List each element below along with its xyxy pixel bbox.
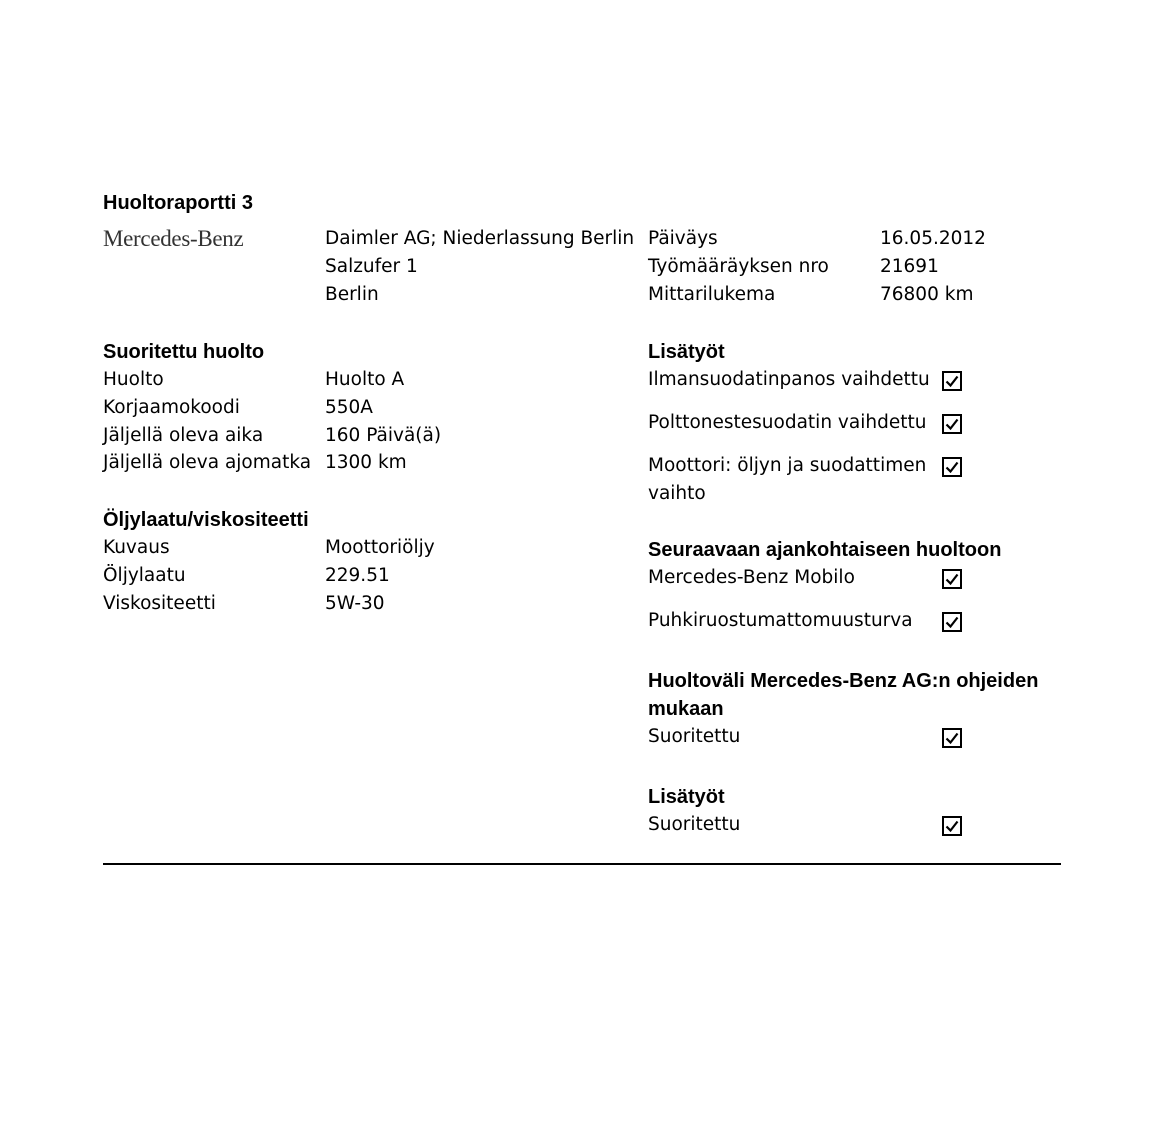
checkmark-icon: [945, 460, 959, 474]
checkbox-checked[interactable]: [942, 457, 962, 477]
additional-work-item-label: Moottori: öljyn ja suodattimen: [648, 455, 927, 476]
checkbox-checked[interactable]: [942, 414, 962, 434]
service-row-value: Huolto A: [325, 369, 405, 390]
next-service-heading: Seuraavaan ajankohtaiseen huoltoon: [648, 539, 1002, 561]
next-service-item-label: Mercedes-Benz Mobilo: [648, 567, 855, 588]
service-heading: Suoritettu huolto: [103, 341, 265, 363]
additional-work-item-label: Polttonestesuodatin vaihdettu: [648, 412, 927, 433]
service-row-value: 1300 km: [325, 452, 407, 473]
checkmark-icon: [945, 417, 959, 431]
dealer-name: Daimler AG; Niederlassung Berlin: [325, 228, 635, 249]
extra-work-heading: Lisätyöt: [648, 786, 725, 808]
service-row-value: 550A: [325, 397, 373, 418]
date-value: 16.05.2012: [880, 228, 986, 249]
oil-row-label: Kuvaus: [103, 537, 170, 558]
checkmark-icon: [945, 819, 959, 833]
dealer-city: Berlin: [325, 284, 379, 305]
oil-row-label: Öljylaatu: [103, 565, 186, 586]
interval-item-label: Suoritettu: [648, 726, 741, 747]
oil-row-label: Viskositeetti: [103, 593, 216, 614]
checkmark-icon: [945, 731, 959, 745]
additional-work-item-label-cont: vaihto: [648, 483, 706, 504]
checkbox-checked[interactable]: [942, 371, 962, 391]
odometer-label: Mittarilukema: [648, 284, 776, 305]
checkmark-icon: [945, 615, 959, 629]
odometer-value: 76800 km: [880, 284, 974, 305]
extra-work-item-label: Suoritettu: [648, 814, 741, 835]
checkbox-checked[interactable]: [942, 612, 962, 632]
interval-heading: Huoltoväli Mercedes-Benz AG:n ohjeiden: [648, 670, 1039, 692]
service-row-label: Jäljellä oleva aika: [103, 425, 264, 446]
work-order-value: 21691: [880, 256, 939, 277]
oil-row-value: 229.51: [325, 565, 390, 586]
service-row-label: Huolto: [103, 369, 164, 390]
service-row-label: Korjaamokoodi: [103, 397, 240, 418]
checkbox-checked[interactable]: [942, 816, 962, 836]
interval-heading-cont: mukaan: [648, 698, 724, 720]
oil-row-value: 5W-30: [325, 593, 385, 614]
checkbox-checked[interactable]: [942, 569, 962, 589]
oil-row-value: Moottoriöljy: [325, 537, 435, 558]
brand-logo: Mercedes-Benz: [103, 226, 244, 251]
checkmark-icon: [945, 374, 959, 388]
next-service-item-label: Puhkiruostumattomuusturva: [648, 610, 913, 631]
date-label: Päiväys: [648, 228, 718, 249]
additional-work-heading: Lisätyöt: [648, 341, 725, 363]
report-title: Huoltoraportti 3: [103, 192, 253, 214]
service-row-label: Jäljellä oleva ajomatka: [103, 452, 312, 473]
checkbox-checked[interactable]: [942, 728, 962, 748]
divider-line: [103, 863, 1061, 865]
service-row-value: 160 Päivä(ä): [325, 425, 442, 446]
work-order-label: Työmääräyksen nro: [648, 256, 829, 277]
additional-work-item-label: Ilmansuodatinpanos vaihdettu: [648, 369, 930, 390]
dealer-street: Salzufer 1: [325, 256, 418, 277]
oil-heading: Öljylaatu/viskositeetti: [103, 509, 309, 531]
checkmark-icon: [945, 572, 959, 586]
